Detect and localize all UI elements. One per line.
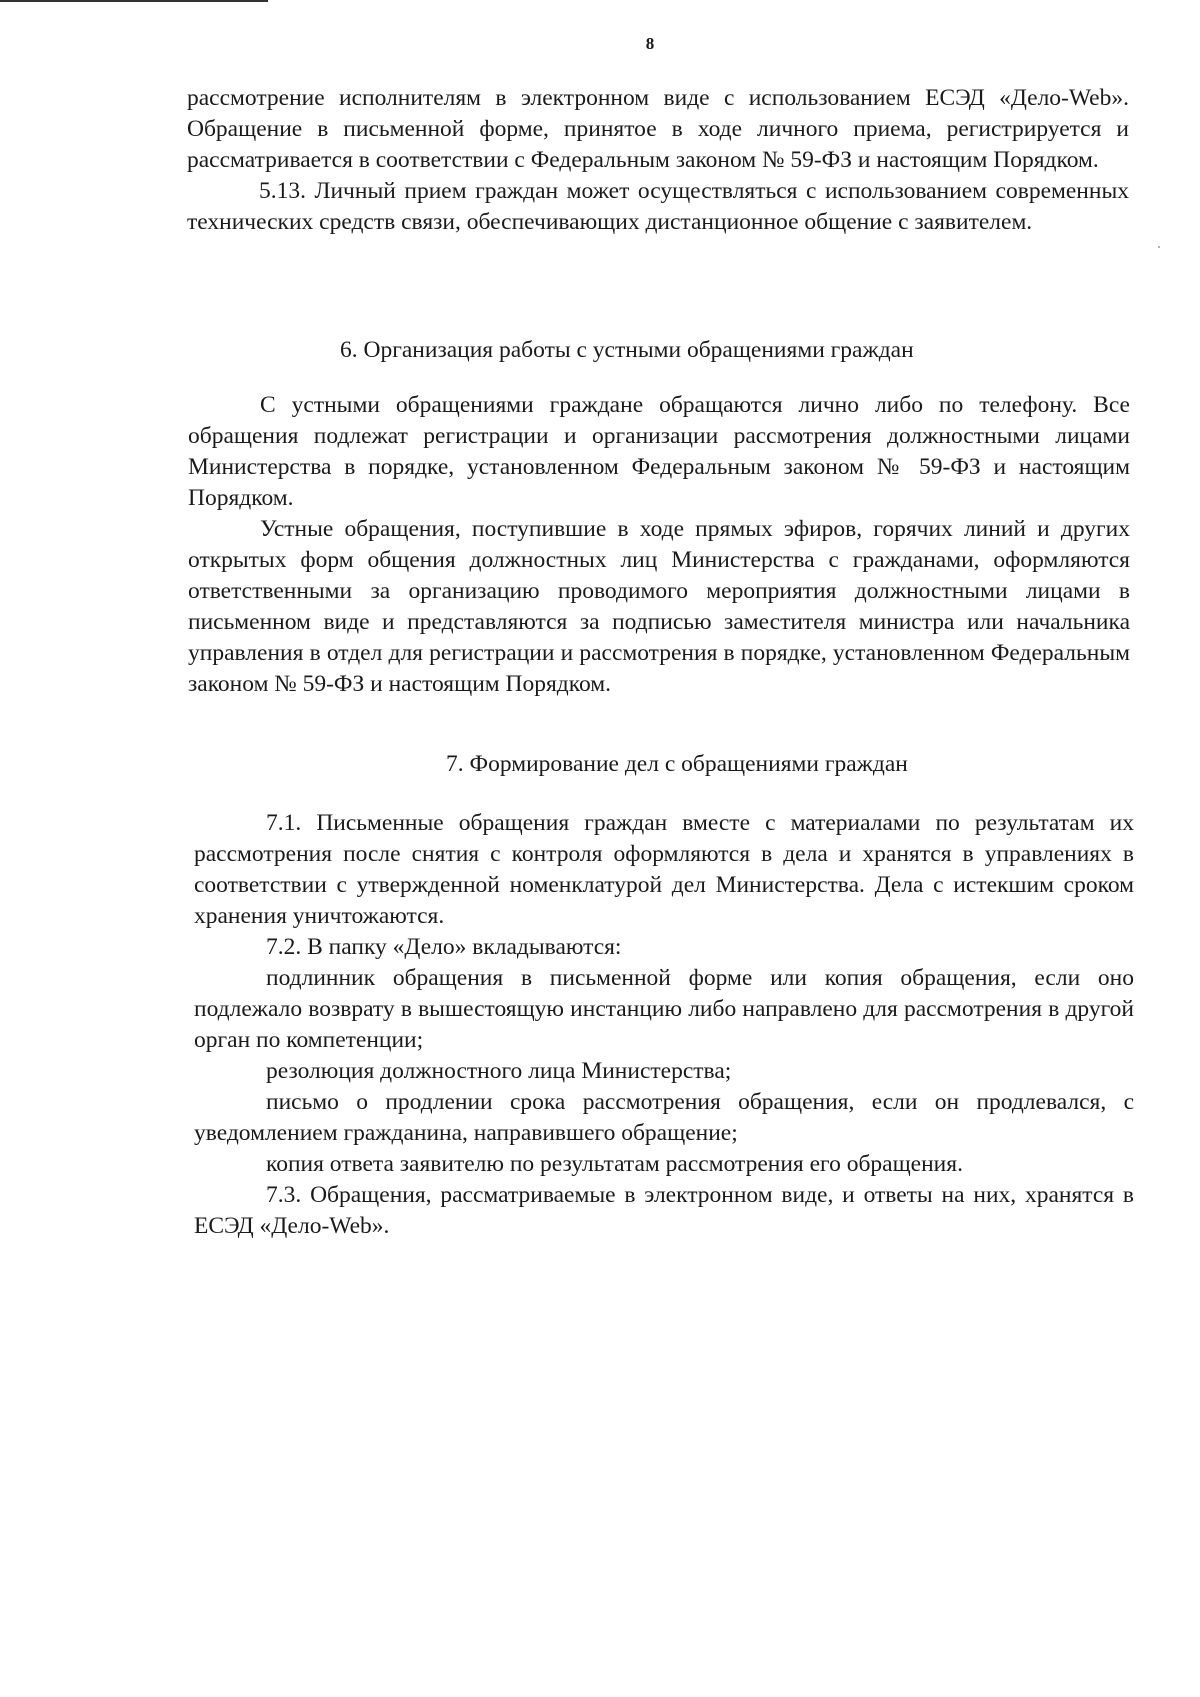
paragraph-7-3: 7.3. Обращения, рассматриваемые в электронном виде, и ответы на них, хранятся в ЕСЭД «Дело-Web». bbox=[194, 1182, 1134, 1239]
top-rule bbox=[0, 0, 268, 2]
paragraph-5-13: 5.13. Личный прием граждан может осуществляться с использованием современных технических средств связи, обеспечивающих дистанционное общение с заявителем. bbox=[187, 178, 1129, 235]
section-6-body bbox=[188, 390, 1130, 700]
top-text-block bbox=[187, 83, 1129, 238]
paragraph-7-2: 7.2. В папку «Дело» вкладываются: bbox=[266, 934, 622, 960]
list-item-resolution: резолюция должностного лица Министерства; bbox=[266, 1058, 732, 1084]
list-item-answer-copy: копия ответа заявителю по результатам рассмотрения его обращения. bbox=[266, 1151, 963, 1177]
list-item-extension-letter: письмо о продлении срока рассмотрения обращения, если он продлевался, с уведомлением гражданина, направившего обращение; bbox=[194, 1089, 1134, 1146]
continuation-paragraph: рассмотрение исполнителям в электронном виде с использованием ЕСЭД «Дело-Web». Обращение в письменной форме, принятое в ходе личного приема, регистрируется и рассматривается в соответствии с Федеральным законом № 59-ФЗ и настоящим Порядком. bbox=[187, 85, 1129, 173]
section-7-body bbox=[194, 808, 1134, 1242]
list-item-original: подлинник обращения в письменной форме или копия обращения, если оно подлежало возврату в вышестоящую инстанцию либо направлено для рассмотрения в другой орган по компетенции; bbox=[194, 965, 1134, 1053]
page-number: 8 bbox=[645, 34, 655, 53]
section-6-paragraph-2: Устные обращения, поступившие в ходе прямых эфиров, горячих линий и других открытых форм общения должностных лиц Министерства с гражданами, оформляются ответственными за организацию проводимого мероприятия должностными лицами в письменном виде и представляются за подписью заместителя министра или начальника управления в отдел для регистрации и рассмотрения в порядке, установленном Федеральным законом № 59-ФЗ и настоящим Порядком. bbox=[188, 516, 1130, 697]
scan-speck bbox=[1158, 246, 1160, 248]
section-6-paragraph-1: С устными обращениями граждане обращаются лично либо по телефону. Все обращения подлежат регистрации и организации рассмотрения должностными лицами Министерства в порядке, установленном Федеральным законом № 59-ФЗ и настоящим Порядком. bbox=[188, 392, 1130, 511]
section-7-heading: 7. Формирование дел с обращениями граждан bbox=[446, 751, 908, 777]
section-6-heading: 6. Организация работы с устными обращениями граждан bbox=[340, 337, 914, 363]
paragraph-7-1: 7.1. Письменные обращения граждан вместе с материалами по результатам их рассмотрения после снятия с контроля оформляются в дела и хранятся в управлениях в соответствии с утвержденной номенклатурой дел Министерства. Дела с истекшим сроком хранения уничтожаются. bbox=[194, 810, 1134, 929]
